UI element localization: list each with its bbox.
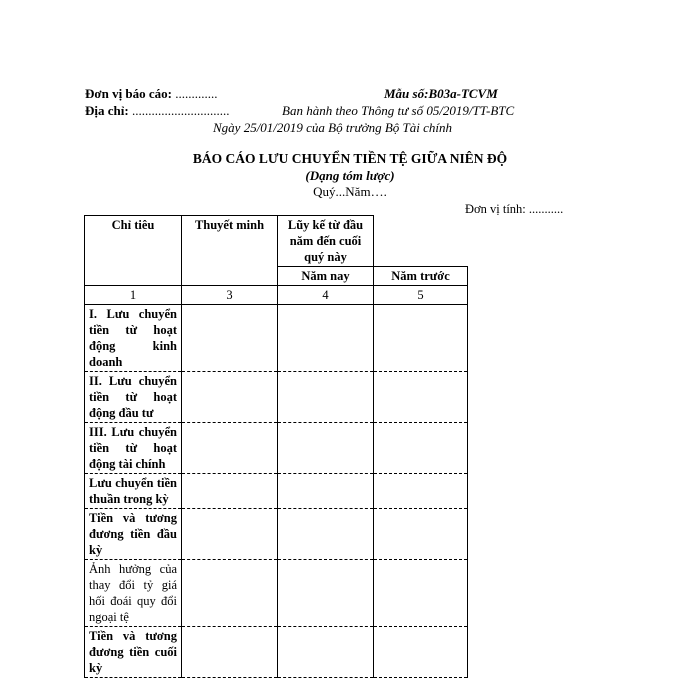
cell-nam-nay [278, 560, 374, 627]
reporting-unit-value: ............. [175, 86, 218, 101]
table-row [85, 560, 468, 627]
cell-nam-truoc [374, 372, 468, 423]
row-label: III. Lưu chuyển tiền từ hoạt động tài chính [85, 423, 182, 474]
column-number: 5 [374, 286, 468, 305]
cell-thuyet-minh [182, 305, 278, 372]
row-label: Tiền và tương đương tiền cuối kỳ [85, 627, 182, 678]
table-header-row [85, 216, 468, 267]
cell-thuyet-minh [182, 423, 278, 474]
cell-nam-nay [278, 627, 374, 678]
table-row [85, 474, 468, 509]
cell-nam-nay [278, 372, 374, 423]
cell-nam-truoc [374, 305, 468, 372]
currency-unit: Đơn vị tính: ........... [465, 202, 564, 216]
issued-by: Ban hành theo Thông tư số 05/2019/TT-BTC [282, 103, 515, 118]
reporting-unit-label: Đơn vị báo cáo: [85, 86, 173, 101]
header-nam-nay: Năm nay [278, 267, 374, 286]
row-label: Ảnh hưởng của thay đổi tỷ giá hối đoái quy đổi ngoại tệ [85, 560, 182, 627]
report-subtitle: (Dạng tóm lược) [305, 168, 395, 183]
column-number: 4 [278, 286, 374, 305]
cell-nam-nay [278, 305, 374, 372]
cell-nam-nay [278, 509, 374, 560]
form-number-value: B03a-TCVM [428, 86, 498, 101]
cell-nam-truoc [374, 423, 468, 474]
cell-thuyet-minh [182, 509, 278, 560]
address-label: Địa chỉ: [85, 103, 129, 118]
column-number-row [85, 286, 468, 305]
table-row [85, 423, 468, 474]
cell-nam-nay [278, 423, 374, 474]
header-thuyet-minh: Thuyết minh [182, 216, 278, 286]
address [85, 103, 229, 119]
cell-nam-truoc [374, 560, 468, 627]
table-row [85, 627, 468, 678]
table-row [85, 509, 468, 560]
cash-flow-table [84, 215, 468, 678]
cell-nam-truoc [374, 509, 468, 560]
cell-thuyet-minh [182, 560, 278, 627]
reporting-unit [85, 86, 218, 102]
row-label: Tiền và tương đương tiền đầu kỳ [85, 509, 182, 560]
cell-nam-nay [278, 474, 374, 509]
cell-thuyet-minh [182, 627, 278, 678]
cell-thuyet-minh [182, 474, 278, 509]
row-label: Lưu chuyển tiền thuần trong kỳ [85, 474, 182, 509]
header-nam-truoc: Năm trước [374, 267, 468, 286]
header-blank [374, 216, 468, 267]
row-label: II. Lưu chuyển tiền từ hoạt động đầu tư [85, 372, 182, 423]
issue-date: Ngày 25/01/2019 của Bộ trưởng Bộ Tài chính [213, 120, 452, 135]
table-row [85, 305, 468, 372]
row-label: I. Lưu chuyển tiền từ hoạt động kinh doanh [85, 305, 182, 372]
cell-nam-truoc [374, 474, 468, 509]
form-number [384, 86, 498, 102]
address-value: .............................. [131, 103, 230, 118]
table-row [85, 372, 468, 423]
form-number-label: Mẫu số: [384, 86, 429, 101]
column-number: 3 [182, 286, 278, 305]
report-period: Quý...Năm…. [313, 184, 387, 199]
cell-thuyet-minh [182, 372, 278, 423]
header-chi-tieu: Chỉ tiêu [85, 216, 182, 286]
report-title: BÁO CÁO LƯU CHUYỂN TIỀN TỆ GIỮA NIÊN ĐỘ [192, 151, 508, 166]
column-number: 1 [85, 286, 182, 305]
cell-nam-truoc [374, 627, 468, 678]
header-luy-ke: Lũy kế từ đầu năm đến cuối quý này [278, 216, 374, 267]
